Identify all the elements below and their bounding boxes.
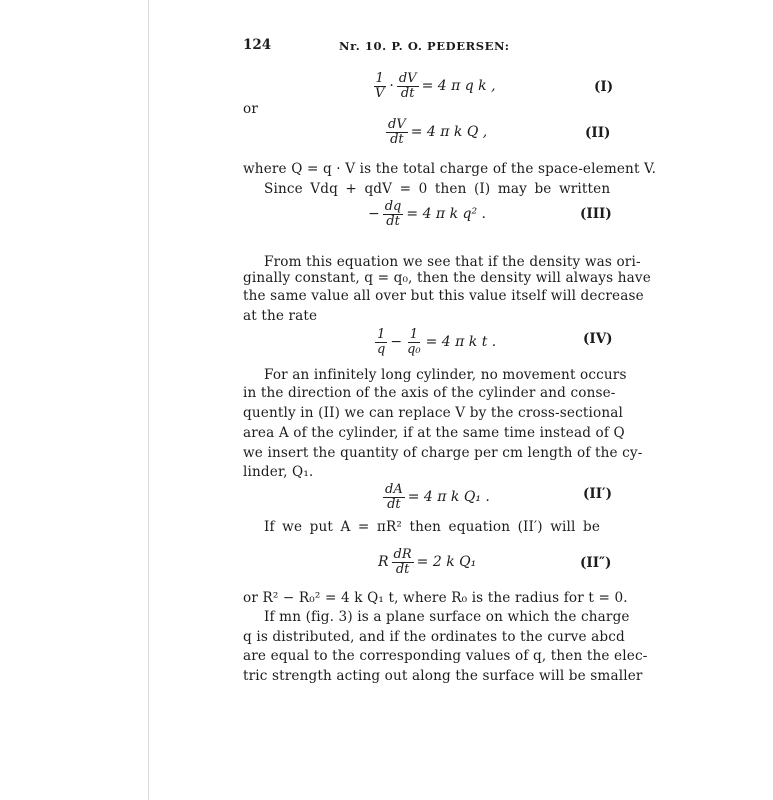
text-line: or [243, 101, 258, 117]
minus-sign: − [368, 206, 380, 222]
operator: · [389, 78, 394, 94]
text-line: are equal to the corresponding values of q, then the elec- [243, 648, 648, 664]
equation-II-prime [380, 483, 490, 512]
text-line: where Q = q · V is the total charge of the space-element V. [243, 161, 657, 177]
equation-III [368, 200, 486, 229]
equation-label: (III) [580, 206, 612, 222]
denominator: dt [386, 214, 400, 229]
page-edge-line [148, 0, 149, 800]
numerator: dV [388, 117, 406, 132]
text-line: If we put A = πR² then equation (II′) will be [264, 519, 601, 535]
numerator: 1 [375, 71, 384, 86]
fraction [405, 328, 423, 357]
equation-label: (II′) [583, 486, 612, 502]
equation-label: (II) [585, 125, 611, 141]
equation-rhs: = 4 π k q² . [406, 206, 486, 222]
numerator: 1 [377, 327, 386, 342]
running-head: Nr. 10. P. O. PEDERSEN: [339, 39, 510, 53]
denominator: q [377, 342, 386, 357]
text-line: at the rate [243, 308, 318, 324]
equation-label: (IV) [583, 331, 613, 347]
equation-rhs: = 4 π k Q₁ . [407, 489, 490, 505]
operator: − [390, 334, 403, 350]
equation-II [383, 118, 487, 147]
numerator: dq [384, 199, 402, 214]
text-line: Since Vdq + qdV = 0 then (I) may be written [264, 181, 611, 197]
numerator: dV [398, 71, 417, 86]
denominator: dt [390, 132, 404, 147]
denominator: dt [387, 497, 401, 512]
text-line: For an infinitely long cylinder, no movement occurs [264, 367, 627, 383]
fraction [386, 118, 408, 147]
fraction [392, 548, 414, 577]
equation-lhs: R [378, 554, 389, 570]
text-line: From this equation we see that if the density was ori- [264, 254, 641, 270]
equation-IV [372, 328, 496, 357]
numerator: dR [393, 547, 412, 562]
numerator: dA [385, 482, 403, 497]
text-line: q is distributed, and if the ordinates to the curve abcd [243, 629, 625, 645]
equation-II-double-prime [378, 548, 476, 577]
equation-rhs: = 2 k Q₁ [416, 554, 477, 570]
fraction [375, 328, 387, 357]
page-number: 124 [243, 37, 272, 53]
equation-rhs: = 4 π q k , [421, 78, 496, 94]
fraction [373, 72, 386, 101]
text-line: If mn (fig. 3) is a plane surface on which the charge [264, 609, 630, 625]
text-line: area A of the cylinder, if at the same time instead of Q [243, 425, 625, 441]
fraction [383, 200, 404, 229]
denominator: q₀ [407, 342, 421, 357]
numerator: 1 [409, 327, 418, 342]
text-line: linder, Q₁. [243, 464, 314, 480]
equation-label: (II″) [580, 555, 612, 571]
equation-I [370, 72, 496, 101]
text-line: ginally constant, q = q₀, then the density will always have [243, 270, 651, 286]
fraction [383, 483, 405, 512]
denominator: dt [400, 86, 415, 101]
text-line: we insert the quantity of charge per cm length of the cy- [243, 445, 643, 461]
equation-rhs: = 4 π k Q , [410, 124, 488, 140]
fraction [397, 72, 419, 101]
text-line: or R² − R₀² = 4 k Q₁ t, where R₀ is the radius for t = 0. [243, 590, 628, 606]
denominator: V [375, 86, 385, 101]
denominator: dt [395, 562, 410, 577]
text-line: the same value all over but this value itself will decrease [243, 288, 644, 304]
equation-rhs: = 4 π k t . [425, 334, 497, 350]
text-line: tric strength acting out along the surface will be smaller [243, 668, 643, 684]
text-line: quently in (II) we can replace V by the cross-sectional [243, 405, 623, 421]
equation-label: (I) [594, 79, 614, 95]
text-line: in the direction of the axis of the cylinder and conse- [243, 385, 616, 401]
